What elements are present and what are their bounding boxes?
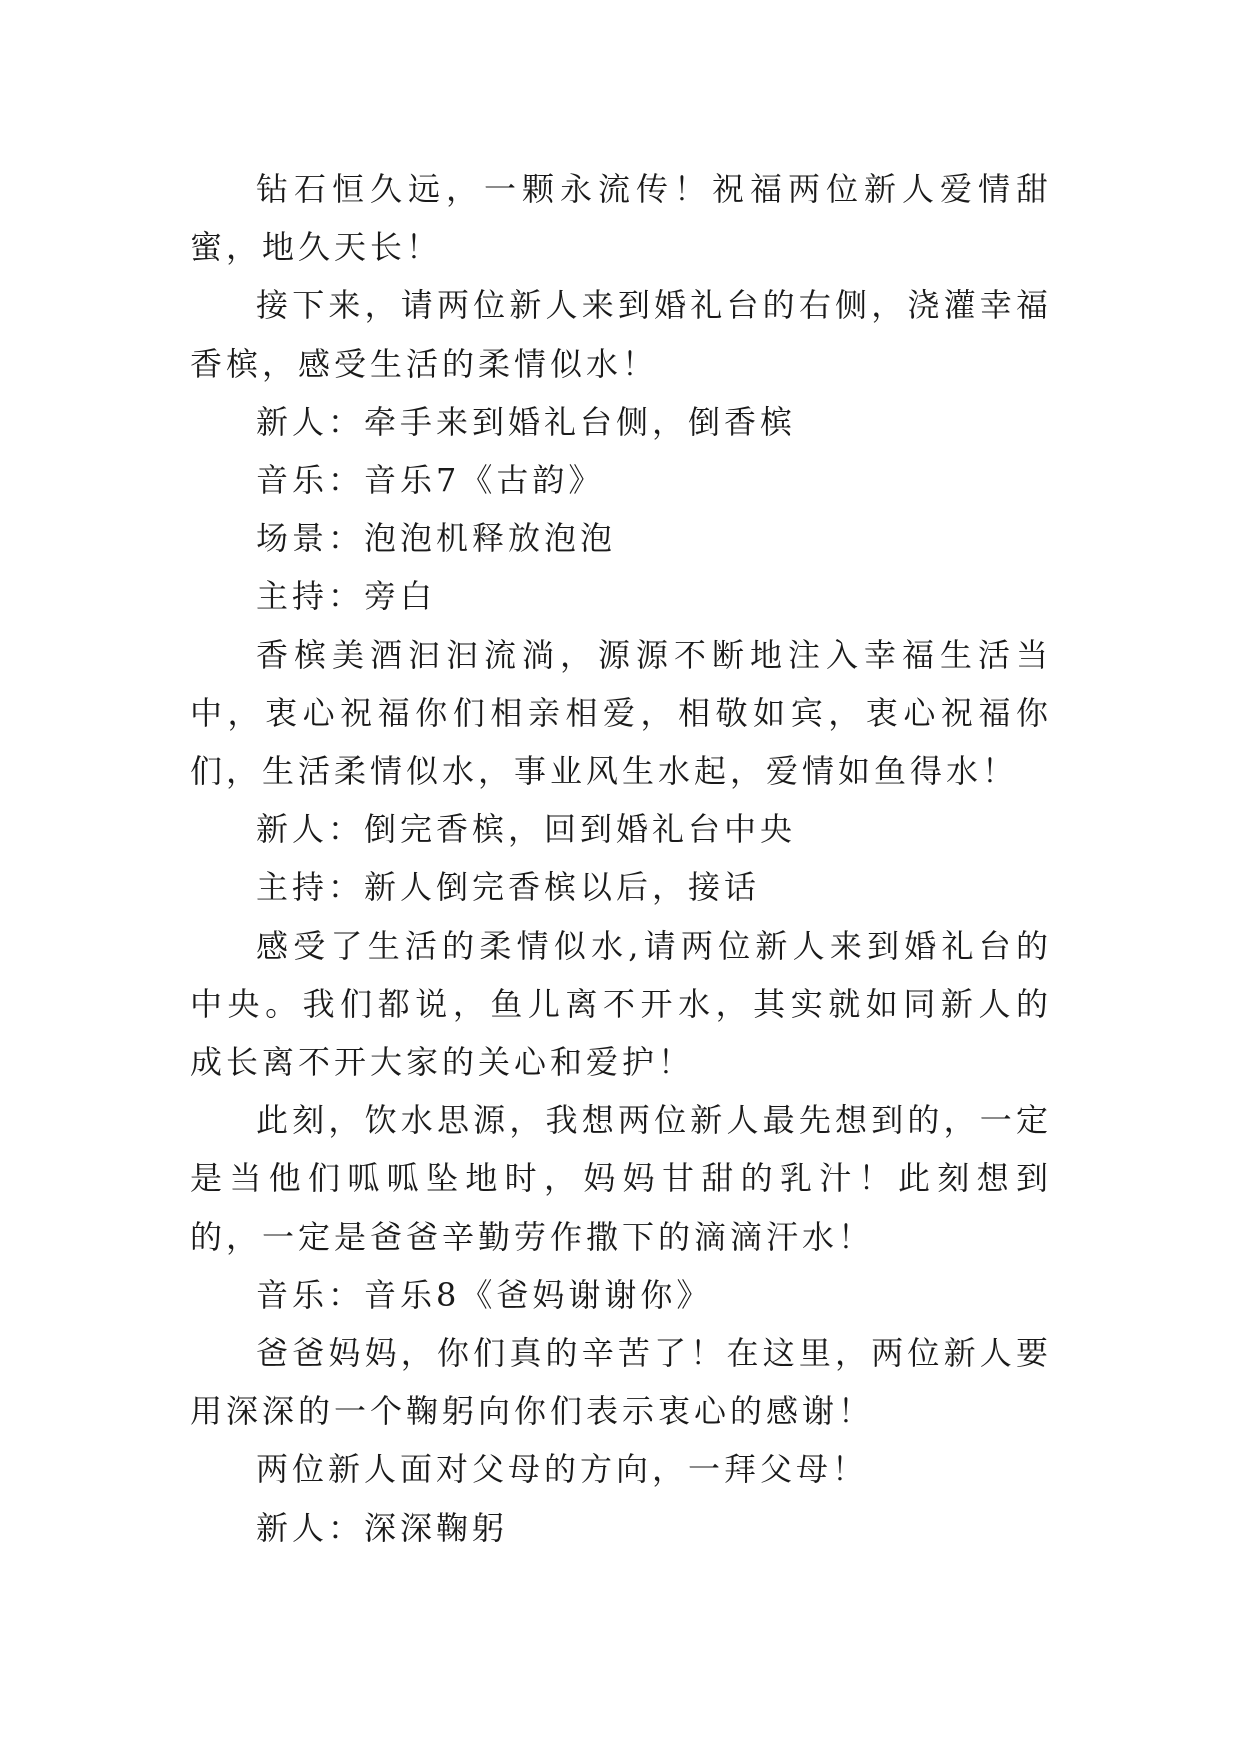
paragraph: 两位新人面对父母的方向，一拜父母！ xyxy=(256,1450,869,1489)
paragraph: 钻石恒久远，一颗永流传！祝福两位新人爱情甜蜜，地久天长！ xyxy=(190,170,1052,267)
paragraph: 新人：倒完香槟，回到婚礼台中央 xyxy=(256,810,797,849)
paragraph: 感受了生活的柔情似水,请两位新人来到婚礼台的中央。我们都说，鱼儿离不开水，其实就如同新人的成长离不开大家的关心和爱护！ xyxy=(190,926,1052,1082)
paragraph: 香槟美酒汩汩流淌，源源不断地注入幸福生活当中，衷心祝福你们相亲相爱，相敬如宾，衷心祝福你们，生活柔情似水，事业风生水起，爱情如鱼得水！ xyxy=(190,635,1052,791)
paragraph: 主持：新人倒完香槟以后，接话 xyxy=(256,868,761,907)
paragraph: 新人：牵手来到婚礼台侧，倒香槟 xyxy=(256,402,797,441)
paragraph: 音乐：音乐8《爸妈谢谢你》 xyxy=(256,1275,713,1314)
document-page xyxy=(190,160,1052,1557)
paragraph: 新人：深深鞠躬 xyxy=(256,1508,509,1547)
paragraph: 音乐：音乐7《古韵》 xyxy=(256,461,605,500)
paragraph: 爸爸妈妈，你们真的辛苦了！在这里，两位新人要用深深的一个鞠躬向你们表示衷心的感谢！ xyxy=(190,1334,1052,1431)
paragraph: 场景：泡泡机释放泡泡 xyxy=(256,519,617,558)
paragraph: 接下来，请两位新人来到婚礼台的右侧，浇灌幸福香槟，感受生活的柔情似水！ xyxy=(190,286,1052,383)
paragraph: 主持：旁白 xyxy=(256,577,437,616)
paragraph: 此刻，饮水思源，我想两位新人最先想到的，一定是当他们呱呱坠地时，妈妈甘甜的乳汁！此刻想到的，一定是爸爸辛勤劳作撒下的滴滴汗水！ xyxy=(190,1101,1052,1256)
